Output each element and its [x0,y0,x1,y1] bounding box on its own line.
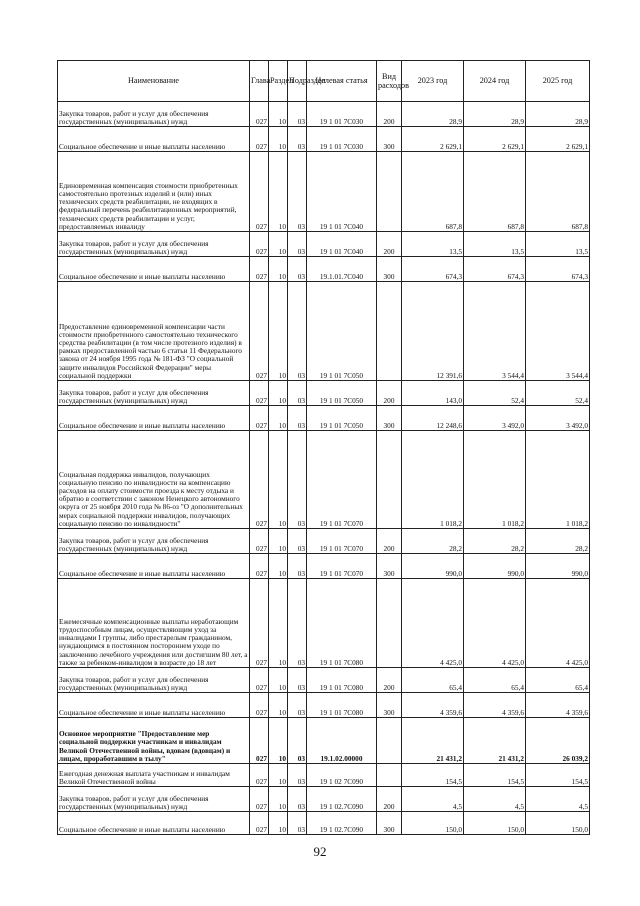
cell-podrazdel: 03 [288,152,307,232]
cell-tselevaya: 19 1 02.7С090 [307,812,377,835]
cell-2023: 674,3 [402,257,464,282]
cell-2025: 2 629,1 [526,127,590,152]
cell-tselevaya: 19 1 01 7С070 [307,529,377,554]
cell-vid [377,718,402,764]
cell-podrazdel: 03 [288,431,307,529]
cell-2025: 154,5 [526,764,590,787]
cell-2025: 4 425,0 [526,579,590,668]
cell-razdel: 10 [269,102,288,127]
cell-name: Закупка товаров, работ и услуг для обеспечения государственных (муниципальных) нужд [58,381,250,406]
cell-vid [377,431,402,529]
cell-razdel: 10 [269,579,288,668]
cell-2024: 4 359,6 [464,693,526,718]
cell-tselevaya: 19 1 01 7С050 [307,381,377,406]
cell-podrazdel: 03 [288,257,307,282]
budget-table [57,60,590,835]
cell-2023: 143,0 [402,381,464,406]
cell-vid: 300 [377,257,402,282]
cell-tselevaya: 19 1 01 7С030 [307,127,377,152]
cell-vid [377,282,402,381]
cell-2023: 2 629,1 [402,127,464,152]
cell-2024: 28,9 [464,102,526,127]
cell-2023: 4,5 [402,787,464,812]
table-row [58,787,590,812]
cell-2023: 990,0 [402,554,464,579]
cell-glava: 027 [250,787,269,812]
cell-glava: 027 [250,257,269,282]
cell-podrazdel: 03 [288,693,307,718]
cell-2024: 21 431,2 [464,718,526,764]
cell-2025: 150,0 [526,812,590,835]
table-row [58,693,590,718]
cell-2024: 4 425,0 [464,579,526,668]
cell-tselevaya: 19 1 01 7С080 [307,668,377,693]
cell-name: Единовременная компенсация стоимости приобретенных самостоятельно протезных изделий и (или) иных технических средств реабилитации, не входящих в федеральный перечень реабилитационных мероприятий, технических средств реабилитации и услуг, предоставляемых инвалиду [58,152,250,232]
cell-glava: 027 [250,579,269,668]
cell-name: Закупка товаров, работ и услуг для обеспечения государственных (муниципальных) нужд [58,529,250,554]
cell-2023: 4 425,0 [402,579,464,668]
cell-vid: 300 [377,693,402,718]
cell-podrazdel: 03 [288,232,307,257]
cell-2023: 13,5 [402,232,464,257]
cell-2025: 990,0 [526,554,590,579]
cell-podrazdel: 03 [288,529,307,554]
cell-vid: 300 [377,127,402,152]
cell-tselevaya: 19 1 01 7С030 [307,102,377,127]
cell-2024: 3 544,4 [464,282,526,381]
table-row [58,406,590,431]
cell-name: Основное мероприятие "Предоставление мер социальной поддержки участникам и инвалидам Великой Отечественной войны, вдовам (вдовцам) и лицам, проработавшим в тылу" [58,718,250,764]
cell-razdel: 10 [269,668,288,693]
cell-2023: 12 391,6 [402,282,464,381]
cell-name: Предоставление единовременной компенсации части стоимости приобретенного самостоятельно технического средства реабилитации (в том числе протезного изделия) в рамках предоставленной частью 6 статьи 11 Федерального закона от 24 ноября 1995 года № 181-ФЗ "О социальной защите инвалидов Российской Федерации" меры социальной поддержки [58,282,250,381]
cell-glava: 027 [250,812,269,835]
header-2025: 2025 год [526,61,590,102]
table-row [58,127,590,152]
cell-2024: 13,5 [464,232,526,257]
cell-2024: 674,3 [464,257,526,282]
cell-razdel: 10 [269,812,288,835]
cell-name: Закупка товаров, работ и услуг для обеспечения государственных (муниципальных) нужд [58,232,250,257]
cell-razdel: 10 [269,787,288,812]
cell-vid: 200 [377,787,402,812]
cell-vid: 200 [377,529,402,554]
cell-2024: 65,4 [464,668,526,693]
cell-2023: 21 431,2 [402,718,464,764]
cell-2025: 52,4 [526,381,590,406]
cell-tselevaya: 19 1 01 7С050 [307,282,377,381]
cell-name: Закупка товаров, работ и услуг для обеспечения государственных (муниципальных) нужд [58,102,250,127]
cell-podrazdel: 03 [288,787,307,812]
cell-vid: 200 [377,381,402,406]
cell-razdel: 10 [269,381,288,406]
cell-razdel: 10 [269,257,288,282]
table-row [58,554,590,579]
cell-podrazdel: 03 [288,579,307,668]
cell-2025: 4 359,6 [526,693,590,718]
cell-vid: 200 [377,232,402,257]
cell-podrazdel: 03 [288,812,307,835]
cell-2023: 1 018,2 [402,431,464,529]
cell-glava: 027 [250,381,269,406]
cell-podrazdel: 03 [288,764,307,787]
cell-2023: 4 359,6 [402,693,464,718]
cell-glava: 027 [250,431,269,529]
table-row [58,431,590,529]
cell-glava: 027 [250,718,269,764]
cell-razdel: 10 [269,554,288,579]
cell-2025: 26 039,2 [526,718,590,764]
cell-tselevaya: 19 1 01 7С070 [307,431,377,529]
table-row [58,668,590,693]
cell-razdel: 10 [269,282,288,381]
cell-2024: 4,5 [464,787,526,812]
cell-razdel: 10 [269,718,288,764]
cell-glava: 027 [250,529,269,554]
table-row [58,764,590,787]
cell-name: Ежемесячные компенсационные выплаты неработающим трудоспособным лицам, осуществляющим уход за инвалидами I группы, либо престарелым гражданином, нуждающимся в постоянном постороннем уходе по заключению лечебного учреждения или достигшим 80 лет, а также за ребенком-инвалидом в возрасте до 18 лет [58,579,250,668]
cell-name: Социальная поддержка инвалидов, получающих социальную пенсию по инвалидности на компенсацию расходов на оплату стоимости проезда к месту отдыха и обратно в соответствии с законом Ненецкого автономного округа от 25 ноября 2010 года № 86-оз "О дополнительных мерах социальной поддержки инвалидов, получающих социальную пенсию по инвалидности" [58,431,250,529]
cell-2025: 28,9 [526,102,590,127]
cell-podrazdel: 03 [288,282,307,381]
cell-vid: 200 [377,668,402,693]
table-body [58,102,590,835]
cell-razdel: 10 [269,127,288,152]
cell-podrazdel: 03 [288,102,307,127]
cell-glava: 027 [250,282,269,381]
header-name: Наименование [58,61,250,102]
cell-2024: 1 018,2 [464,431,526,529]
header-tselevaya: Целевая статья [307,61,377,102]
cell-name: Закупка товаров, работ и услуг для обеспечения государственных (муниципальных) нужд [58,668,250,693]
cell-podrazdel: 03 [288,554,307,579]
cell-tselevaya: 19 1 01 7С080 [307,693,377,718]
cell-2024: 2 629,1 [464,127,526,152]
cell-name: Социальное обеспечение и иные выплаты населению [58,554,250,579]
cell-2025: 3 544,4 [526,282,590,381]
cell-glava: 027 [250,232,269,257]
cell-2024: 150,0 [464,812,526,835]
table-row [58,282,590,381]
cell-name: Социальное обеспечение и иные выплаты населению [58,127,250,152]
cell-2023: 12 248,6 [402,406,464,431]
cell-glava: 027 [250,554,269,579]
cell-2024: 3 492,0 [464,406,526,431]
cell-razdel: 10 [269,529,288,554]
table-row [58,257,590,282]
cell-razdel: 10 [269,693,288,718]
table-row [58,102,590,127]
cell-podrazdel: 03 [288,381,307,406]
header-2023: 2023 год [402,61,464,102]
cell-vid: 300 [377,554,402,579]
cell-2023: 28,2 [402,529,464,554]
table-row [58,718,590,764]
cell-2025: 28,2 [526,529,590,554]
cell-razdel: 10 [269,152,288,232]
header-podrazdel: Подраздел [288,61,307,102]
cell-tselevaya: 19 1 01 7С050 [307,406,377,431]
cell-2024: 687,8 [464,152,526,232]
cell-podrazdel: 03 [288,127,307,152]
cell-podrazdel: 03 [288,668,307,693]
header-glava: Глава [250,61,269,102]
cell-podrazdel: 03 [288,718,307,764]
cell-2023: 687,8 [402,152,464,232]
cell-2025: 1 018,2 [526,431,590,529]
cell-razdel: 10 [269,406,288,431]
cell-glava: 027 [250,102,269,127]
cell-2025: 3 492,0 [526,406,590,431]
cell-2025: 687,8 [526,152,590,232]
cell-2025: 65,4 [526,668,590,693]
cell-2023: 28,9 [402,102,464,127]
header-2024: 2024 год [464,61,526,102]
cell-tselevaya: 19 1 01 7С040 [307,152,377,232]
cell-vid: 300 [377,406,402,431]
cell-tselevaya: 19 1 02 7С090 [307,764,377,787]
cell-2024: 28,2 [464,529,526,554]
cell-vid [377,152,402,232]
table-row [58,579,590,668]
cell-vid [377,579,402,668]
table-row [58,812,590,835]
cell-2025: 4,5 [526,787,590,812]
table-row [58,152,590,232]
cell-vid [377,764,402,787]
cell-tselevaya: 19 1 01 7С040 [307,232,377,257]
header-razdel: Раздел [269,61,288,102]
cell-razdel: 10 [269,431,288,529]
table-row [58,381,590,406]
cell-vid: 300 [377,812,402,835]
cell-glava: 027 [250,127,269,152]
cell-glava: 027 [250,764,269,787]
table-header-row [58,61,590,102]
cell-2023: 154,5 [402,764,464,787]
cell-glava: 027 [250,152,269,232]
cell-name: Социальное обеспечение и иные выплаты населению [58,693,250,718]
cell-tselevaya: 19.1.02.00000 [307,718,377,764]
cell-razdel: 10 [269,232,288,257]
cell-vid: 200 [377,102,402,127]
cell-2023: 65,4 [402,668,464,693]
cell-2024: 154,5 [464,764,526,787]
cell-name: Ежегодная денежная выплата участникам и инвалидам Великой Отечественной войны [58,764,250,787]
cell-2024: 52,4 [464,381,526,406]
cell-2025: 674,3 [526,257,590,282]
cell-tselevaya: 19 1 01 7С080 [307,579,377,668]
cell-glava: 027 [250,668,269,693]
cell-glava: 027 [250,693,269,718]
page-number: 92 [313,844,327,859]
cell-2024: 990,0 [464,554,526,579]
cell-razdel: 10 [269,764,288,787]
cell-name: Социальное обеспечение и иные выплаты населению [58,812,250,835]
cell-name: Социальное обеспечение и иные выплаты населению [58,406,250,431]
cell-podrazdel: 03 [288,406,307,431]
cell-2025: 13,5 [526,232,590,257]
cell-tselevaya: 19 1 01 7С070 [307,554,377,579]
cell-tselevaya: 19.1.01.7С040 [307,257,377,282]
cell-name: Закупка товаров, работ и услуг для обеспечения государственных (муниципальных) нужд [58,787,250,812]
header-vid: Вид расходов [377,61,402,102]
cell-2023: 150,0 [402,812,464,835]
cell-glava: 027 [250,406,269,431]
cell-name: Социальное обеспечение и иные выплаты населению [58,257,250,282]
table-row [58,232,590,257]
table-row [58,529,590,554]
cell-tselevaya: 19 1 02.7С090 [307,787,377,812]
